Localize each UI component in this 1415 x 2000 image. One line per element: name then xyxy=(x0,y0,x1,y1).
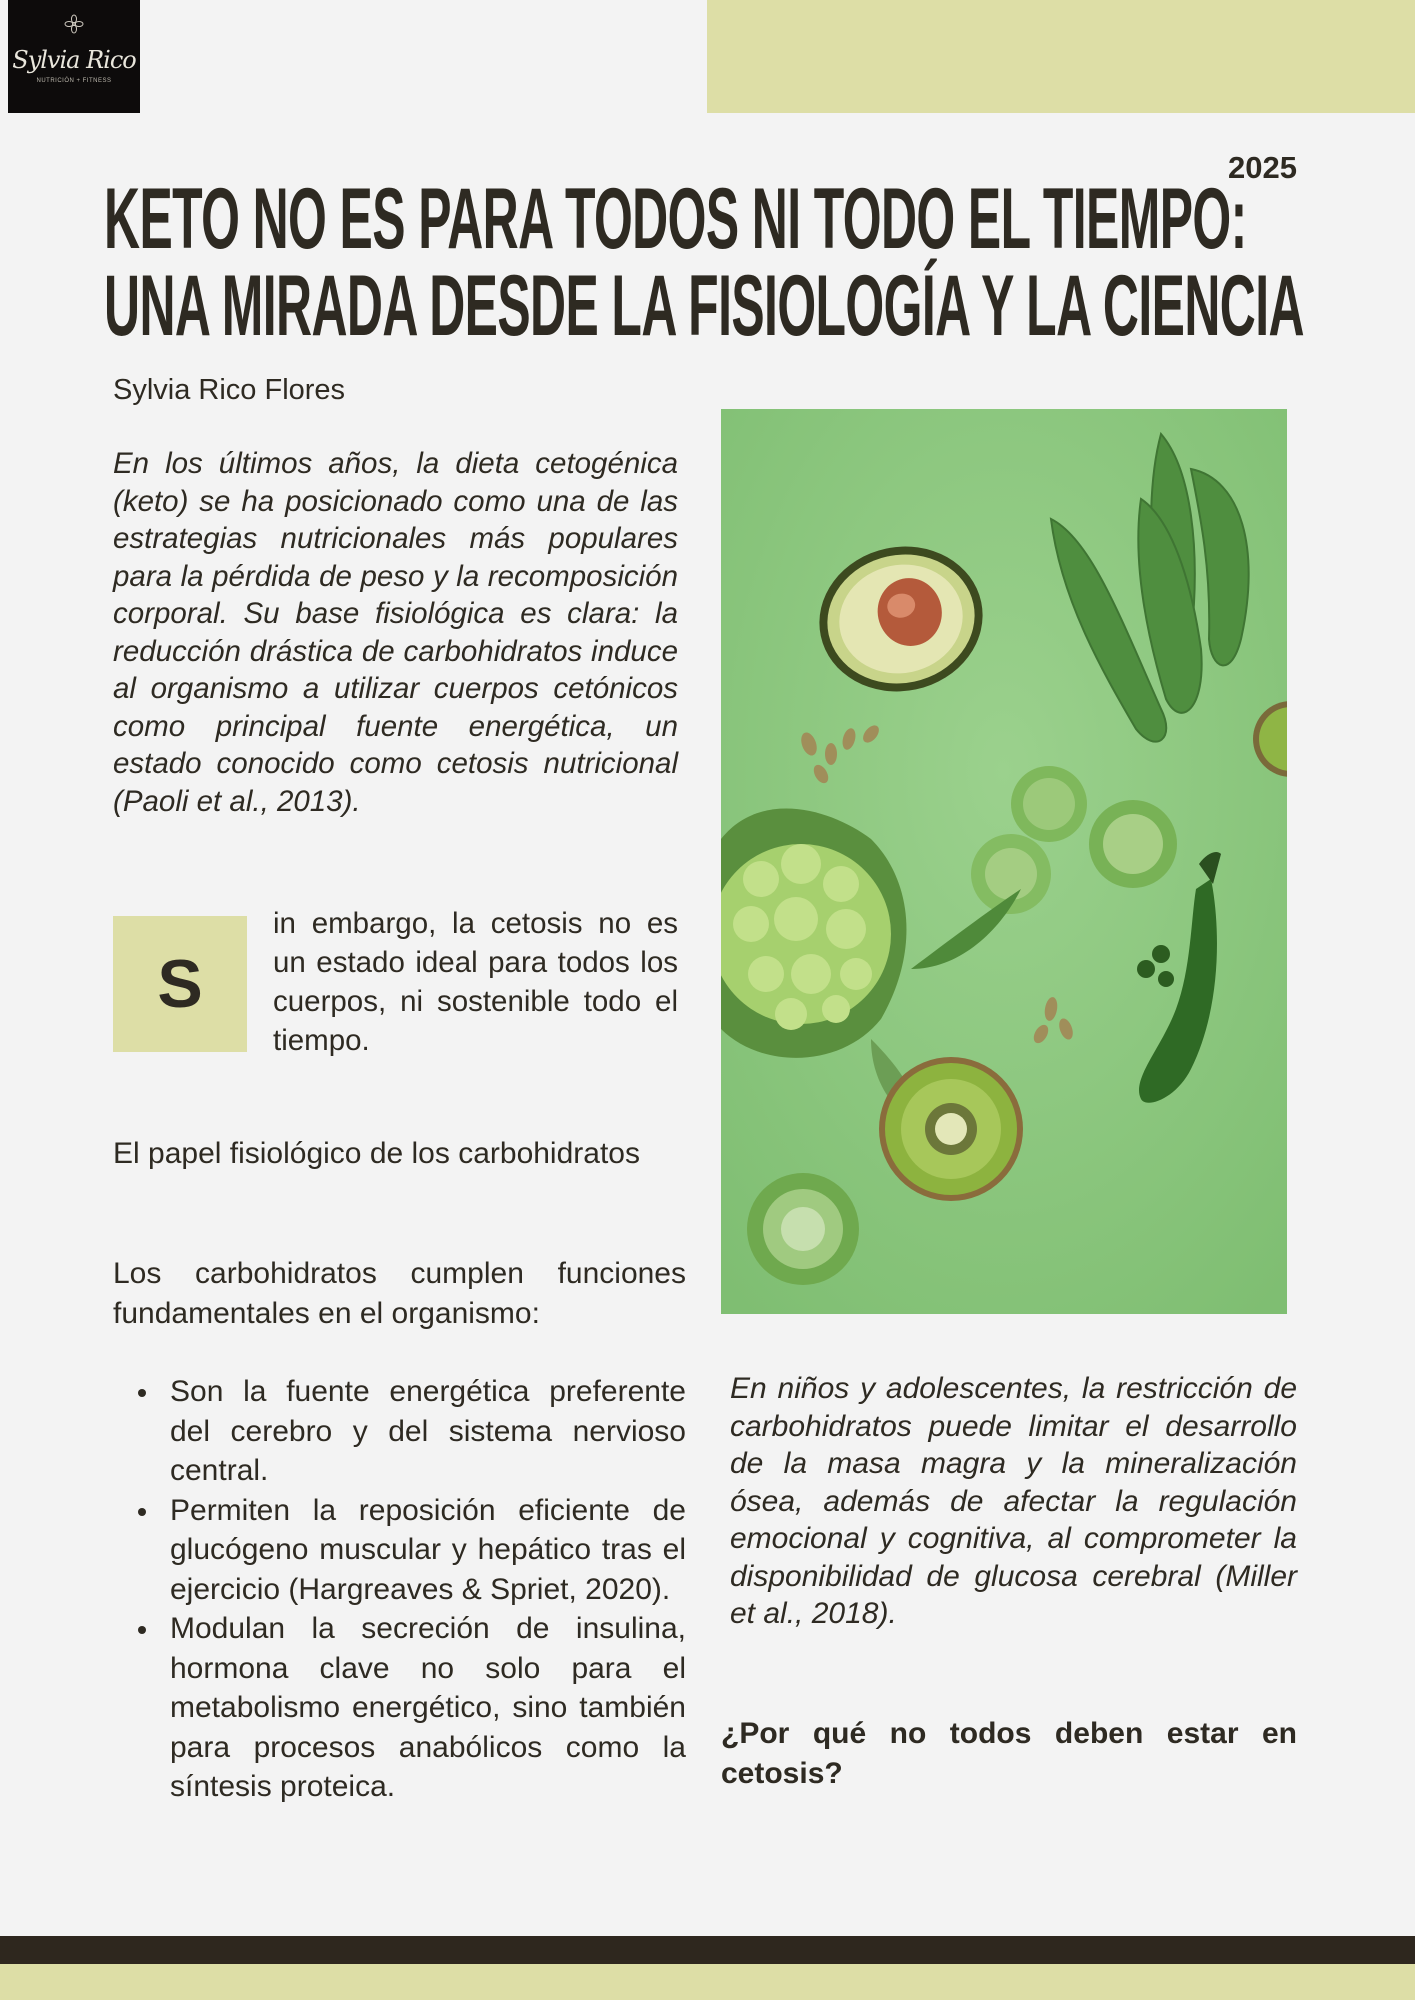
author-name: Sylvia Rico Flores xyxy=(113,374,346,406)
section-heading: El papel fisiológico de los carbohidratos xyxy=(113,1137,640,1170)
title-line-2: UNA MIRADA DESDE LA FISIOLOGÍA Y LA CIENCIA xyxy=(104,258,1304,354)
section-intro: Los carbohidratos cumplen funciones fundamentales en el organismo: xyxy=(113,1257,686,1330)
footer-accent-band xyxy=(0,1964,1415,2000)
issue-year: 2025 xyxy=(1228,150,1297,185)
drop-cap: S xyxy=(113,916,247,1052)
logo-script: Sylvia Rico xyxy=(12,45,136,74)
list-item: Modulan la secreción de insulina, hormona clave no solo para el metabolismo energético, sino también para procesos anabólicos como la síntesis proteica. xyxy=(113,1609,686,1807)
vegetables-photo xyxy=(721,409,1287,1314)
logo-tagline: NUTRICIÓN + FITNESS xyxy=(36,77,112,84)
youth-paragraph: En niños y adolescentes, la restricción de carbohidratos puede limitar el desarrollo de la masa magra y la mineralización ósea, además de afectar la regulación emocional y cognitiva, al comprometer la disponibilidad de glucosa cerebral (Miller et al., 2018). xyxy=(730,1372,1297,1630)
title-line-1: KETO NO ES PARA TODOS NI TODO EL TIEMPO: xyxy=(104,171,1247,267)
list-item: Permiten la reposición eficiente de glucógeno muscular y hepático tras el ejercicio (Hargreaves & Spriet, 2020). xyxy=(113,1491,686,1610)
article-title xyxy=(104,171,1304,354)
footer-dark-band xyxy=(0,1936,1415,1964)
drop-cap-paragraph: in embargo, la cetosis no es un estado ideal para todos los cuerpos, ni sostenible todo el tiempo. xyxy=(273,907,678,1057)
brand-logo xyxy=(8,0,140,113)
ketosis-heading: ¿Por qué no todos deben estar en cetosis? xyxy=(721,1717,1297,1790)
flower-icon xyxy=(64,14,84,34)
header-accent-band xyxy=(707,0,1415,113)
intro-paragraph: En los últimos años, la dieta cetogénica (keto) se ha posicionado como una de las estrategias nutricionales más populares para la pérdida de peso y la recomposición corporal. Su base fisiológica es clara: la reducción drástica de carbohidratos induce al organismo a utilizar cuerpos cetónicos como principal fuente energética, un estado conocido como cetosis nutricional (Paoli et al., 2013). xyxy=(113,447,678,818)
function-list xyxy=(113,1372,686,1807)
list-item: Son la fuente energética preferente del cerebro y del sistema nervioso central. xyxy=(113,1372,686,1491)
